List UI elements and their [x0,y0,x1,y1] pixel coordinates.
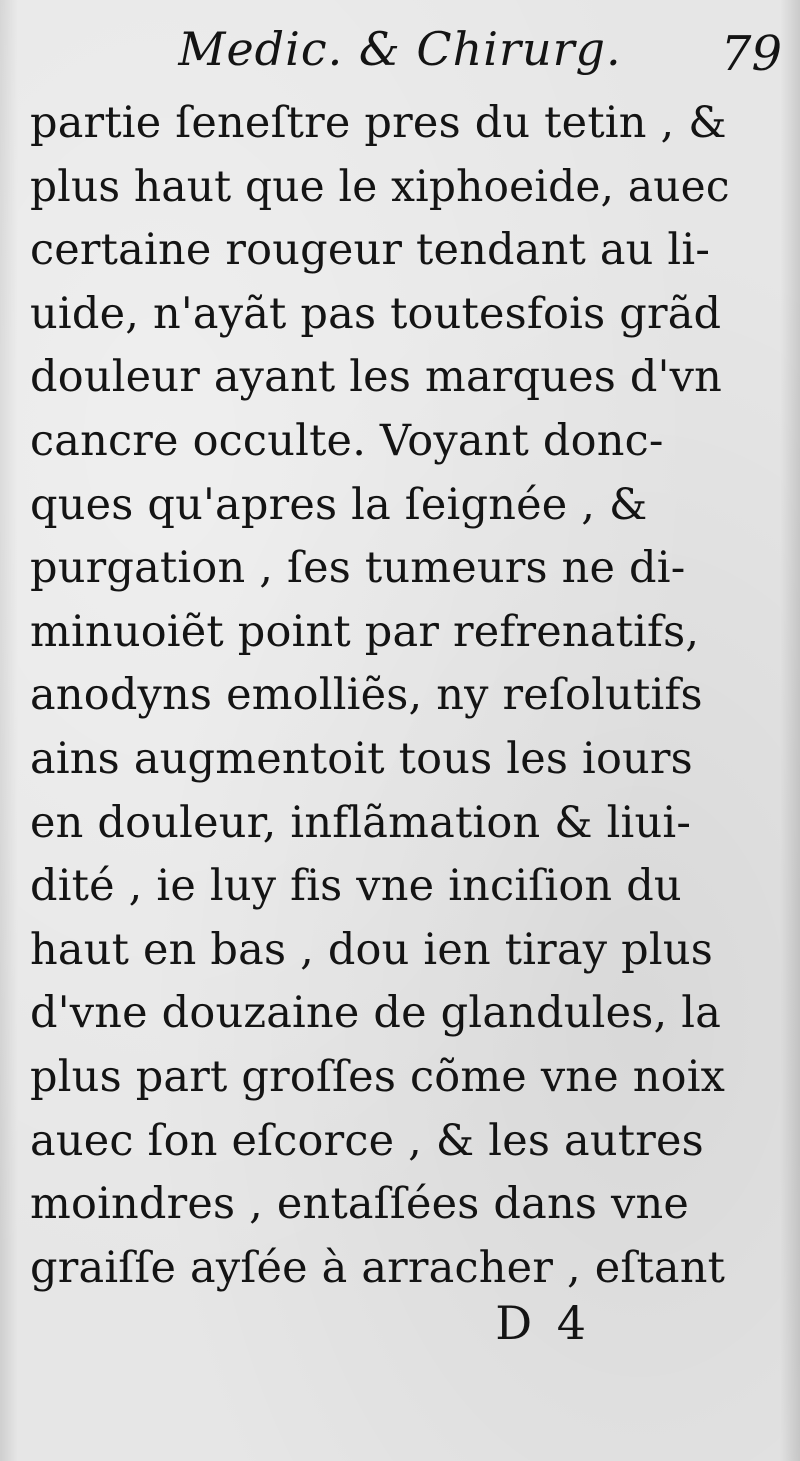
text-line: uide, n'ayãt pas toutesfois grãd [30,288,722,339]
text-line: plus haut que le xiphoeide, auec [30,161,730,212]
text-line: d'vne douzaine de glandules, la [30,988,722,1039]
text-line: minuoiẽt point par refrenatifs, [30,606,700,657]
signature-mark: D 4 [495,1296,586,1350]
text-line: haut en bas , dou ien tiray plus [30,924,713,975]
text-line: certaine rougeur tendant au li- [30,225,711,276]
body-text [30,92,730,1300]
text-line: purgation , ſes tumeurs ne di- [30,543,686,594]
text-line: anodyns emolliẽs, ny reſolutifs [30,670,703,721]
text-line: dité , ie luy fis vne inciſion du [30,861,682,912]
text-line: plus part groſſes cõme vne noix [30,1051,726,1102]
page-number: 79 [720,26,782,82]
text-line: en douleur, inflãmation & liui- [30,797,692,848]
text-line: graiſſe ayſée à arracher , eſtant [30,1242,726,1293]
text-line: auec ſon eſcorce , & les autres [30,1115,704,1166]
text-line: ains augmentoit tous les iours [30,733,693,784]
text-line: partie ſeneſtre pres du tetin , & [30,98,727,148]
text-line: cancre occulte. Voyant donc- [30,415,664,466]
running-header: Medic. & Chirurg. [178,22,622,76]
text-line: douleur ayant les marques d'vn [30,352,723,403]
text-line: ques qu'apres la ſeignée , & [30,479,648,530]
text-line: moindres , entaſſées dans vne [30,1179,690,1230]
